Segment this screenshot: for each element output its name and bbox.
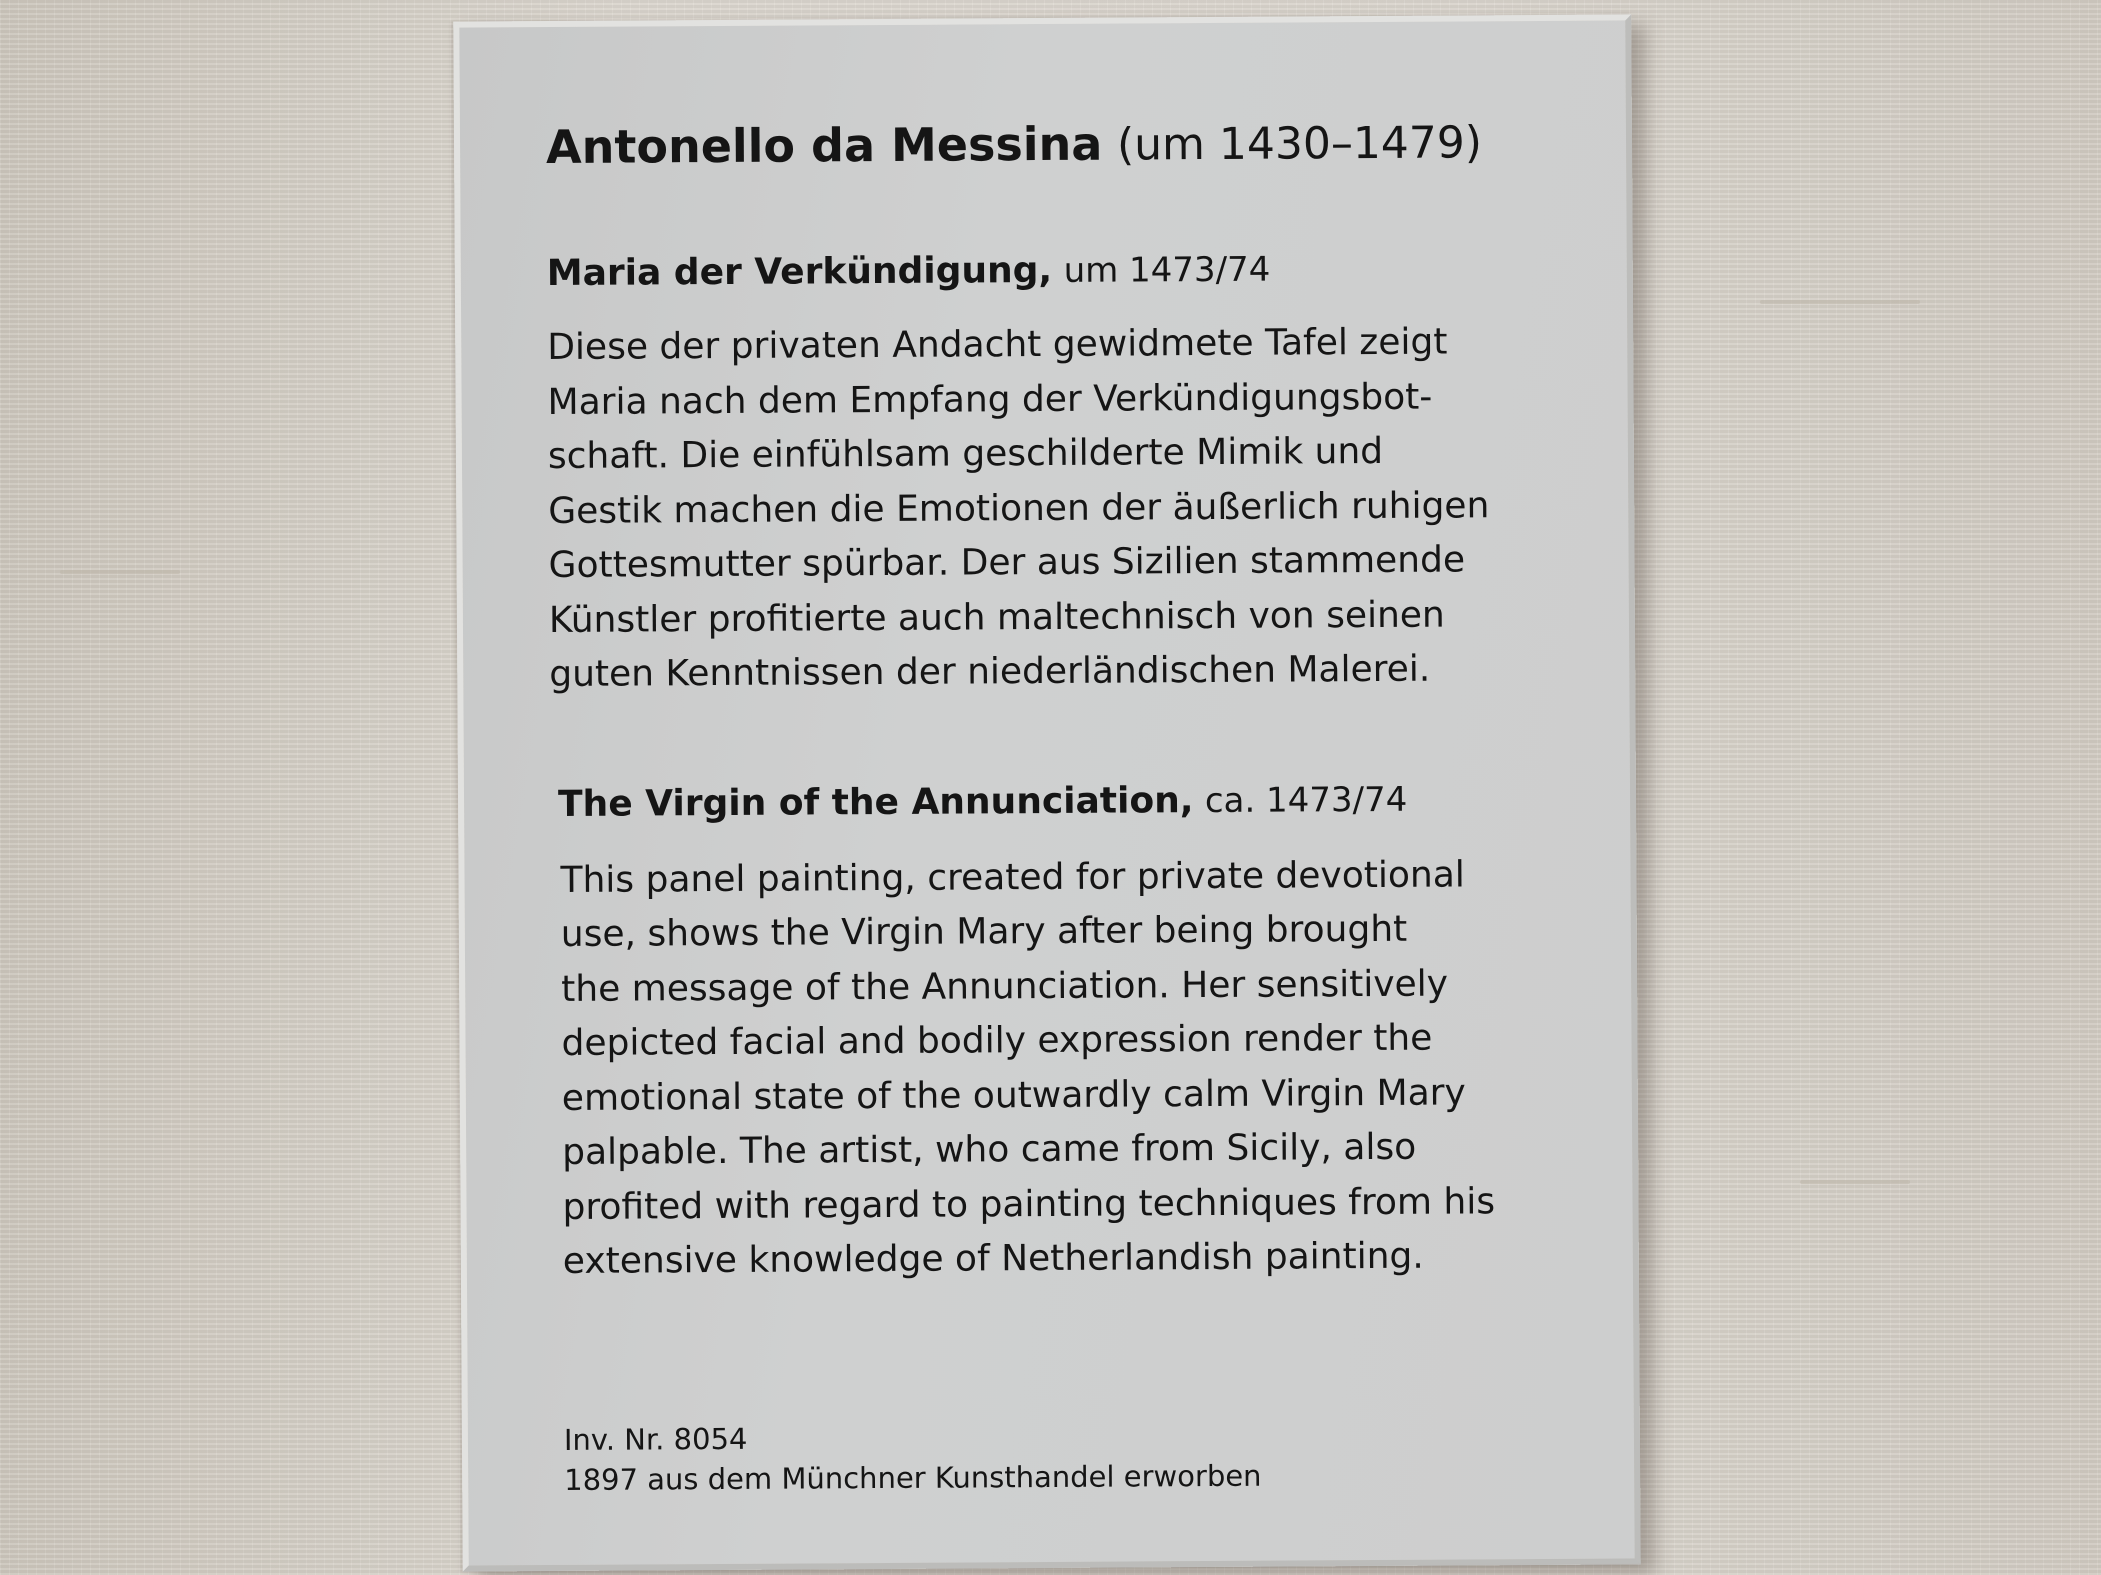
english-description-line: emotional state of the outwardly calm Virgin Mary bbox=[561, 1071, 1466, 1119]
german-description-line: guten Kenntnissen der niederländischen Malerei. bbox=[549, 648, 1431, 696]
german-title bbox=[547, 243, 1547, 299]
english-description-line: extensive knowledge of Netherlandish painting. bbox=[562, 1235, 1424, 1282]
inventory-number: Inv. Nr. 8054 bbox=[563, 1421, 748, 1457]
english-description-line: depicted facial and bodily expression render the bbox=[561, 1017, 1433, 1064]
label-footer bbox=[564, 1416, 1262, 1500]
artist-name: Antonello da Messina bbox=[545, 116, 1103, 175]
english-description-line: use, shows the Virgin Mary after being brought bbox=[560, 908, 1408, 955]
wall-texture-streak bbox=[1760, 300, 1920, 304]
artist-dates: (um 1430–1479) bbox=[1116, 117, 1483, 171]
german-work-date: um 1473/74 bbox=[1063, 249, 1271, 291]
german-description-line: Maria nach dem Empfang der Verkündigungsbot- bbox=[547, 376, 1433, 423]
english-work-title: The Virgin of the Annunciation, bbox=[557, 779, 1194, 825]
german-work-title: Maria der Verkündigung, bbox=[546, 249, 1053, 295]
english-description-line: This panel painting, created for private devotional bbox=[560, 853, 1465, 901]
english-title bbox=[550, 773, 1550, 829]
wall-texture-streak bbox=[1800, 1180, 1910, 1184]
english-work-date: ca. 1473/74 bbox=[1204, 779, 1408, 821]
german-description-line: Diese der privaten Andacht gewidmete Tafel zeigt bbox=[547, 321, 1448, 369]
german-description bbox=[547, 315, 1549, 703]
museum-label-panel bbox=[453, 14, 1640, 1571]
german-description-line: Gestik machen die Emotionen der äußerlich ruhigen bbox=[548, 484, 1490, 532]
english-description-line: profited with regard to painting techniques from his bbox=[562, 1180, 1496, 1228]
wall-texture-streak bbox=[60, 570, 180, 574]
label-content bbox=[546, 111, 1553, 1290]
german-description-line: Gottesmutter spürbar. Der aus Sizilien stammende bbox=[548, 539, 1466, 587]
german-description-line: schaft. Die einfühlsam geschilderte Mimik und bbox=[547, 430, 1384, 478]
artist-heading bbox=[546, 111, 1546, 179]
german-description-line: Künstler profitierte auch maltechnisch von seinen bbox=[548, 594, 1445, 641]
provenance-note: 1897 aus dem Münchner Kunsthandel erworben bbox=[564, 1458, 1262, 1497]
english-description-line: the message of the Annunciation. Her sensitively bbox=[561, 963, 1449, 1010]
english-description bbox=[550, 847, 1553, 1289]
english-description-line: palpable. The artist, who came from Sicily, also bbox=[562, 1126, 1417, 1173]
